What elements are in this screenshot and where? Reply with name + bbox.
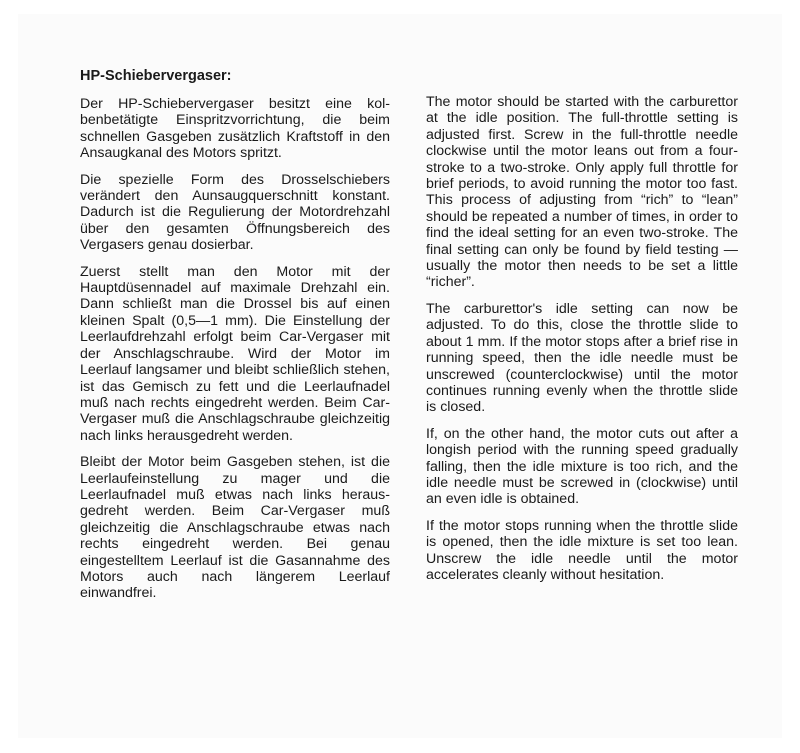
document-page [18, 14, 782, 738]
english-paragraph-4: If the motor stops running when the throttle slide is opened, then the idle mixture is set too lean. Unscrew the idle needle until the motor accelerates cleanly without hesitation. [426, 517, 738, 583]
german-paragraph-3: Zuerst stellt man den Motor mit der Hauptdüsennadel auf maximale Drehzahl ein. Dann schließt man die Drossel bis auf einen kleinen Spalt (0,5—1 mm). Die Einstellung der Leerlaufdrehzahl erfolgt beim Car-Vergaser mit der Anschlagschraube. Wird der Motor im Leerlauf langsamer und bleibt schließlich stehen, ist das Gemisch zu fett und die Leerlaufnadel muß nach rechts eingedreht werden. Beim Car-Vergaser muß die Anschlagschraube gleichzeitig nach links herausgedreht werden. [80, 263, 390, 444]
english-paragraph-3: If, on the other hand, the motor cuts out after a longish period with the running speed gradually falling, then the idle mixture is too rich, and the idle needle must be screwed in (clockwise) until an even idle is obtained. [426, 425, 738, 508]
german-paragraph-1: Der HP-Schiebervergaser besitzt eine kolbenbetätigte Einspritzvorrichtung, die beim schnellen Gasgeben zusätzlich Kraftstoff in den Ansaugkanal des Motors spritzt. [80, 96, 390, 162]
english-column [426, 94, 738, 593]
german-paragraph-4: Bleibt der Motor beim Gasgeben stehen, ist die Leerlaufeinstellung zu mager und die Leerlaufnadel muß etwas nach links herausgedreht werden. Beim Car-Vergaser muß gleichzeitig die Anschlagschraube etwas nach rechts eingedreht werden. Bei genau eingestelltem Leerlauf ist die Gasannahme des Motors auch nach längerem Leerlauf einwandfrei. [80, 454, 390, 602]
german-paragraph-2: Die spezielle Form des Drosselschiebers verändert den Aunsaugquerschnitt konstant. Dadurch ist die Regulierung der Motordrehzahl über den gesamten Öffnungsbereich des Vergasers genau dosierbar. [80, 171, 390, 254]
english-paragraph-1: The motor should be started with the carburettor at the idle position. The full-throttle setting is adjusted first. Screw in the full-throttle needle clockwise until the motor leans out from a four-stroke to a two-stroke. Only apply full throttle for brief periods, to avoid running the motor too fast. This process of adjusting from “rich” to “lean” should be repeated a number of times, in order to find the ideal setting for an even two-stroke. The final setting can only be found by field testing — usually the motor then needs to be set a little “richer”. [426, 94, 738, 291]
english-paragraph-2: The carburettor's idle setting can now be adjusted. To do this, close the throttle slide to about 1 mm. If the motor stops after a brief rise in running speed, then the idle needle must be unscrewed (counterclockwise) until the motor continues running evenly when the throttle slide is closed. [426, 300, 738, 416]
section-heading: HP-Schiebervergaser: [80, 68, 232, 84]
german-column [80, 68, 390, 612]
